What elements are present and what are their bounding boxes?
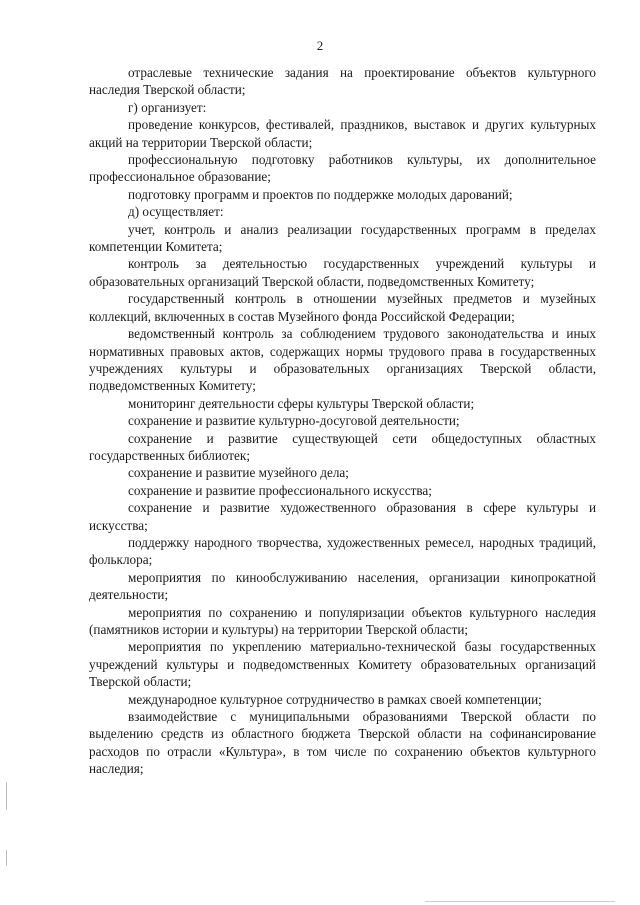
scan-bottom-mark (425, 901, 615, 902)
paragraph: профессиональную подготовку работников культуры, их дополнительное профессиональное образование; (89, 152, 596, 185)
paragraph: мероприятия по сохранению и популяризации объектов культурного наследия (памятников истории и культуры) на территории Тверской области; (89, 604, 596, 637)
paragraph: г) организует: (128, 99, 207, 115)
paragraph: проведение конкурсов, фестивалей, праздников, выставок и других культурных акций на территории Тверской области; (89, 117, 596, 150)
scan-edge-mark (6, 850, 7, 866)
paragraph: сохранение и развитие профессионального искусства; (128, 482, 432, 498)
paragraph: мероприятия по кинообслуживанию населения, организации кинопрокатной деятельности; (89, 569, 596, 603)
paragraph: отраслевые технические задания на проектирование объектов культурного наследия Тверской области; (89, 65, 596, 98)
paragraph: государственный контроль в отношении музейных предметов и музейных коллекций, включенных в состав Музейного фонда Российской Федерации; (89, 291, 596, 324)
document-body (89, 64, 596, 778)
paragraph: сохранение и развитие художественного образования в сфере культуры и искусства; (89, 500, 596, 533)
paragraph: мониторинг деятельности сферы культуры Тверской области; (128, 395, 475, 411)
paragraph: подготовку программ и проектов по поддержке молодых дарований; (128, 186, 513, 202)
paragraph: сохранение и развитие музейного дела; (128, 465, 349, 481)
paragraph: поддержку народного творчества, художественных ремесел, народных традиций, фольклора; (89, 534, 596, 568)
paragraph: ведомственный контроль за соблюдением трудового законодательства и иных нормативных правовых актов, содержащих нормы трудового права в государственных учреждениях культуры и образовательных организациях Тверской области, подведомственных Комитету; (89, 326, 596, 394)
paragraph: международное культурное сотрудничество в рамках своей компетенции; (128, 691, 542, 707)
scan-edge-mark (6, 782, 7, 810)
paragraph: д) осуществляет: (128, 204, 224, 220)
paragraph: сохранение и развитие культурно-досуговой деятельности; (128, 413, 460, 429)
paragraph: сохранение и развитие существующей сети общедоступных областных государственных библиотек; (89, 430, 596, 463)
paragraph: контроль за деятельностью государственных учреждений культуры и образовательных организаций Тверской области, подведомственных Комитету; (89, 256, 596, 289)
paragraph: взаимодействие с муниципальными образованиями Тверской области по выделению средств из областного бюджета Тверской области на софинансирование расходов по отрасли «Культура», в том числе по сохранению объектов культурного наследия; (89, 709, 596, 777)
page-number: 2 (316, 38, 324, 53)
paragraph: учет, контроль и анализ реализации государственных программ в пределах компетенции Комитета; (89, 221, 596, 255)
paragraph: мероприятия по укреплению материально-технической базы государственных учреждений культуры и подведомственных Комитету образовательных организаций Тверской области; (89, 639, 596, 690)
